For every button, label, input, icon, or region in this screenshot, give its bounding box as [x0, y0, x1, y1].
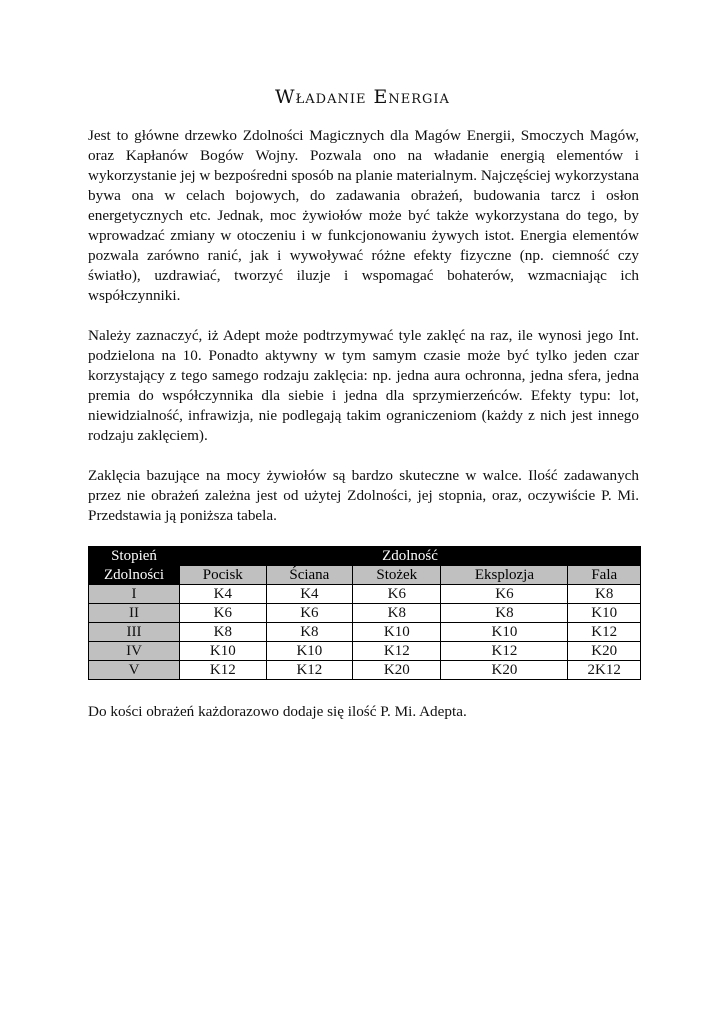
table-cell: K20 [353, 661, 441, 680]
damage-table [88, 546, 641, 680]
table-cell: K10 [353, 623, 441, 642]
table-cell: K4 [266, 585, 353, 604]
table-cell: K6 [441, 585, 568, 604]
table-cell: K4 [180, 585, 267, 604]
paragraph-limits: Należy zaznaczyć, iż Adept może podtrzymywać tyle zaklęć na raz, ile wynosi jego Int. podzielona na 10. Ponadto aktywny w tym samym czasie może być tylko jeden czar korzystający z tego samego rodzaju zaklęcia: np. jedna aura ochronna, jedna sfera, jedna premia do współczynnika dla siebie i jedna dla sprzymierzeńców. Efekty typu: lot, niewidzialność, infrawizja, nie podlegają takim ograniczeniom (każdy z nich jest innego rodzaju zaklęciem). [88, 327, 639, 444]
column-header: Eksplozja [441, 566, 568, 585]
stage-cell: I [89, 585, 180, 604]
paragraph-damage: Zaklęcia bazujące na mocy żywiołów są bardzo skuteczne w walce. Ilość zadawanych przez nie obrażeń zależna jest od użytej Zdolności, jej stopnia, oraz, oczywiście P. Mi. Przedstawia ją poniższa tabela. [88, 467, 639, 524]
stage-header-line2: Zdolności [89, 566, 180, 585]
column-header: Ściana [266, 566, 353, 585]
table-cell: K8 [353, 604, 441, 623]
stage-cell: III [89, 623, 180, 642]
stage-header-line1: Stopień [89, 547, 180, 566]
table-cell: K10 [568, 604, 641, 623]
table-row [89, 604, 641, 623]
table-cell: K12 [353, 642, 441, 661]
table-cell: K10 [441, 623, 568, 642]
stage-cell: II [89, 604, 180, 623]
table-header-row-columns [89, 566, 641, 585]
table-cell: K12 [441, 642, 568, 661]
stage-cell: IV [89, 642, 180, 661]
table-row [89, 642, 641, 661]
paragraph-intro: Jest to główne drzewko Zdolności Magicznych dla Magów Energii, Smoczych Magów, oraz Kapłanów Bogów Wojny. Pozwala ono na władanie energią elementów i wykorzystanie jej w bezpośredni sposób na planie materialnym. Najczęściej wykorzystana bywa ona w celach bojowych, do zadawania obrażeń, budowania tarcz i osłon energetycznych etc. Jednak, moc żywiołów może być także wykorzystana do tego, by wprowadzać zmiany w otoczeniu i w funkcjonowaniu żywych istot. Energia elementów pozwala zarówno ranić, jak i wywoływać różne efekty fizyczne (np. ciemność czy światło), uzdrawiać, tworzyć iluzje i wspomagać bohaterów, wzmacniając ich współczynniki. [88, 127, 639, 304]
table-cell: K20 [441, 661, 568, 680]
table-cell: K6 [266, 604, 353, 623]
table-cell: K12 [266, 661, 353, 680]
column-header: Stożek [353, 566, 441, 585]
ability-header: Zdolność [180, 547, 641, 566]
table-cell: K8 [266, 623, 353, 642]
table-cell: K12 [568, 623, 641, 642]
table-cell: K10 [266, 642, 353, 661]
table-row [89, 585, 641, 604]
table-cell: K8 [441, 604, 568, 623]
table-cell: K6 [353, 585, 441, 604]
column-header: Pocisk [180, 566, 267, 585]
page-title: Władanie Energia [275, 86, 450, 108]
table-cell: K6 [180, 604, 267, 623]
table-cell: 2K12 [568, 661, 641, 680]
table-cell: K20 [568, 642, 641, 661]
table-row [89, 623, 641, 642]
column-header: Fala [568, 566, 641, 585]
table-cell: K12 [180, 661, 267, 680]
table-row [89, 661, 641, 680]
table-header-row-top [89, 547, 641, 566]
table-cell: K8 [568, 585, 641, 604]
table-cell: K8 [180, 623, 267, 642]
table-cell: K10 [180, 642, 267, 661]
stage-cell: V [89, 661, 180, 680]
document-body [88, 126, 639, 737]
footnote-damage-bonus: Do kości obrażeń każdorazowo dodaje się ilość P. Mi. Adepta. [88, 703, 467, 720]
